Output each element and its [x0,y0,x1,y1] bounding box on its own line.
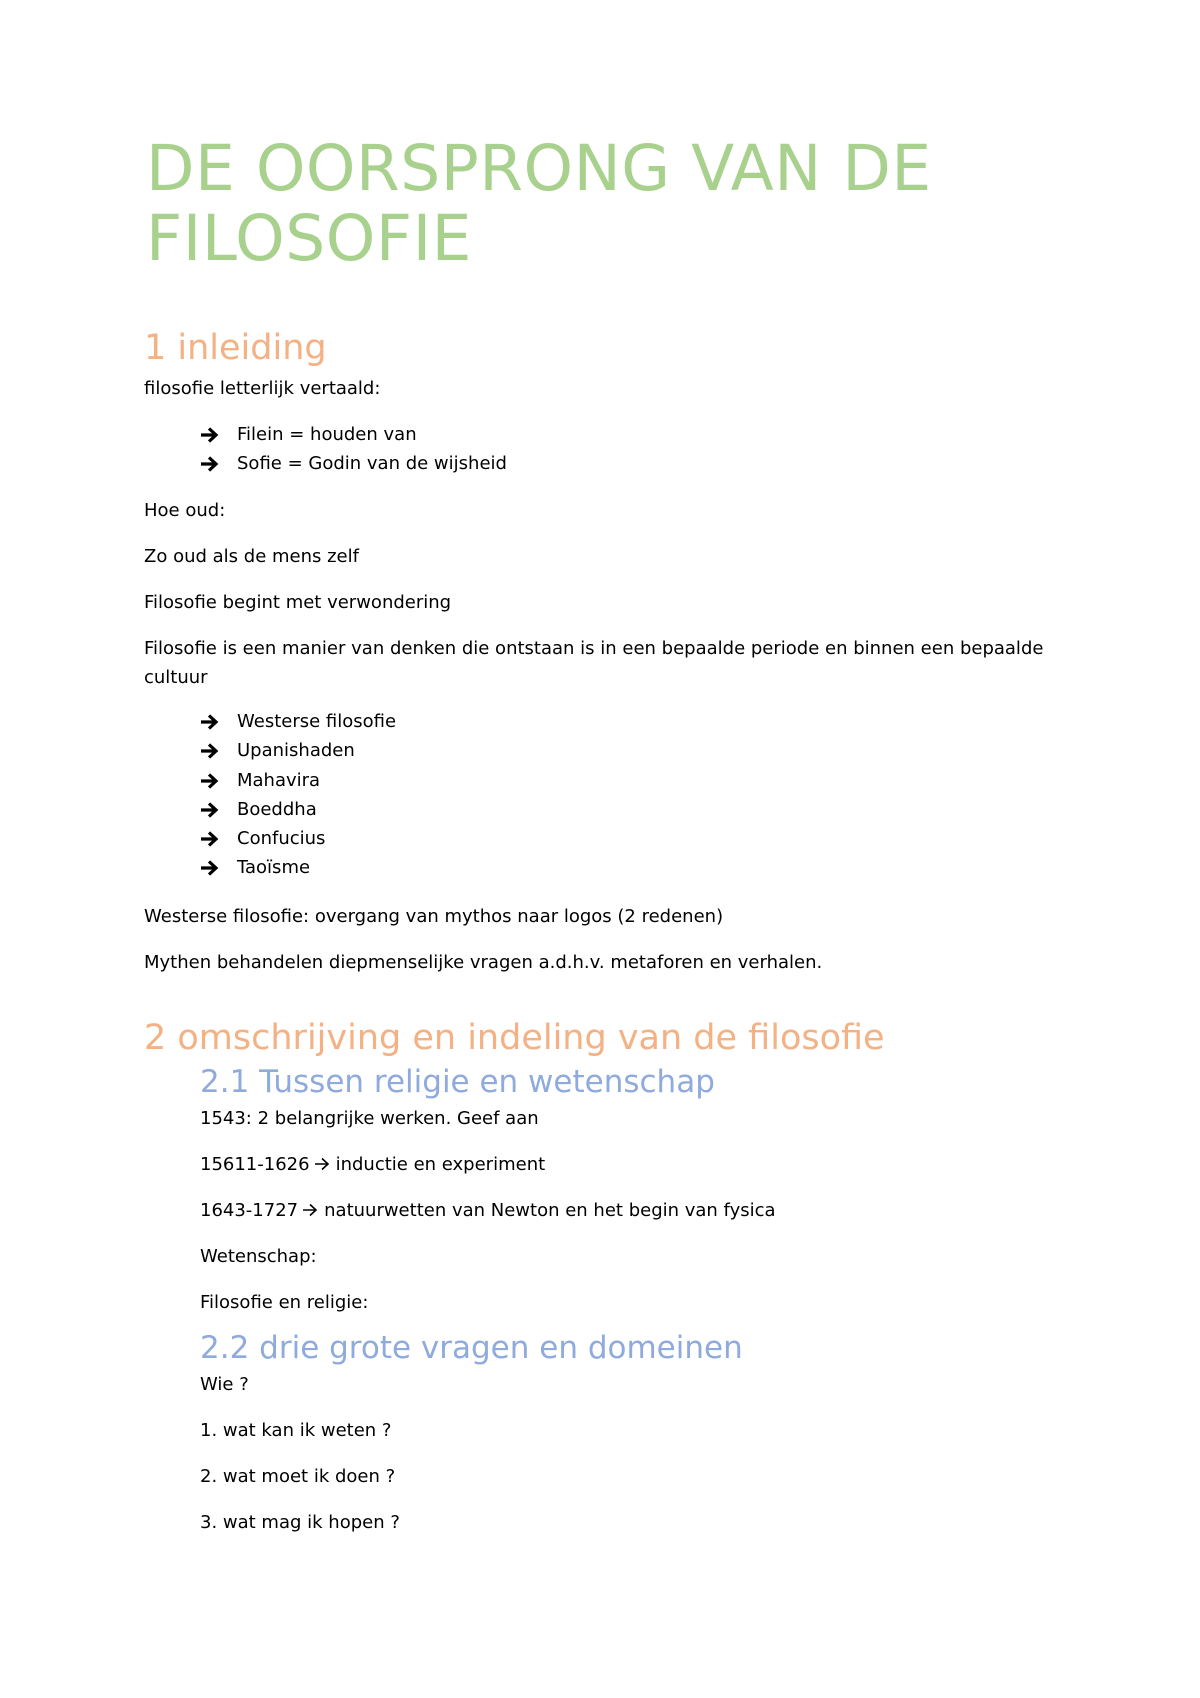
arrow-right-icon [314,1157,332,1171]
paragraph-1543: 1543: 2 belangrijke werken. Geef aan [200,1108,539,1129]
arrow-right-icon [200,420,224,449]
list-item: Filein = houden van [200,420,507,449]
paragraph-mythen: Mythen behandelen diepmenselijke vragen a.d.h.v. metaforen en verhalen. [144,952,823,973]
paragraph-filosofie-religie: Filosofie en religie: [200,1292,369,1313]
paragraph-wie: Wie ? [200,1374,249,1395]
list-item: Boeddha [200,795,396,824]
paragraph-westerse: Westerse filosofie: overgang van mythos naar logos (2 redenen) [144,906,724,927]
list-item: Confucius [200,824,396,853]
paragraph-hoe-oud: Hoe oud: [144,500,226,521]
question-1: 1. wat kan ik weten ? [200,1420,392,1441]
arrow-right-icon [200,766,224,795]
paragraph-wetenschap: Wetenschap: [200,1246,317,1267]
heading-tussen-religie: 2.1 Tussen religie en wetenschap [200,1064,715,1100]
heading-inleiding: 1 inleiding [144,328,327,368]
arrow-right-icon [200,736,224,765]
translation-list [200,420,507,479]
list-item: Mahavira [200,766,396,795]
document-title: DE OORSPRONG VAN DE FILOSOFIE [146,132,932,275]
arrow-right-icon [200,449,224,478]
list-item: Taoïsme [200,853,396,882]
list-item: Westerse filosofie [200,707,396,736]
arrow-right-icon [200,853,224,882]
arrow-right-icon [200,707,224,736]
heading-omschrijving: 2 omschrijving en indeling van de filosofie [144,1018,885,1058]
heading-drie-grote-vragen: 2.2 drie grote vragen en domeinen [200,1330,743,1366]
paragraph-verwondering: Filosofie begint met verwondering [144,592,452,613]
question-3: 3. wat mag ik hopen ? [200,1512,400,1533]
list-item: Sofie = Godin van de wijsheid [200,449,507,478]
question-2: 2. wat moet ik doen ? [200,1466,396,1487]
arrow-right-icon [302,1203,320,1217]
traditions-list [200,707,396,883]
paragraph-zo-oud: Zo oud als de mens zelf [144,546,359,567]
paragraph-manier-van-denken: Filosofie is een manier van denken die ontstaan is in een bepaalde periode en binnen een bepaalde cultuur [144,638,1044,688]
paragraph-letterlijk: filosofie letterlijk vertaald: [144,378,381,399]
arrow-right-icon [200,795,224,824]
arrow-right-icon [200,824,224,853]
paragraph-bacon: 15611-1626 inductie en experiment [200,1154,546,1175]
list-item: Upanishaden [200,736,396,765]
paragraph-newton: 1643-1727 natuurwetten van Newton en het begin van fysica [200,1200,776,1221]
